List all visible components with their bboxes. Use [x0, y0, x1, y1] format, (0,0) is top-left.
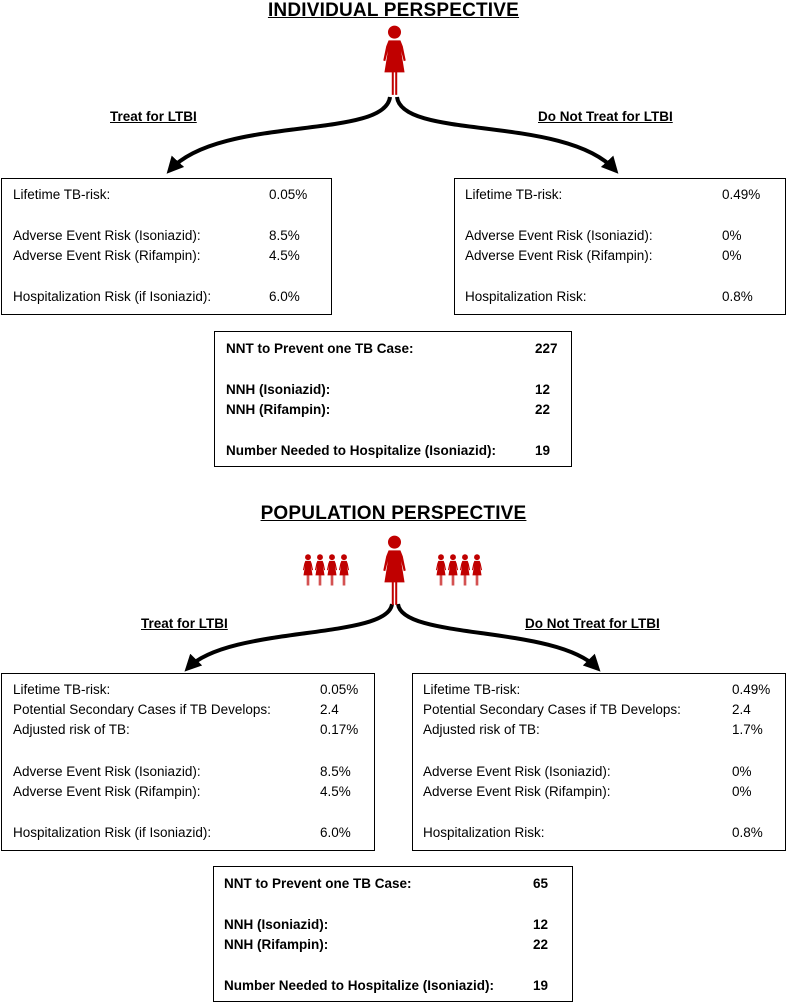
population-no-treat-box [412, 673, 786, 851]
population-treat-label: Treat for LTBI [141, 616, 228, 631]
table-row: NNH (Isoniazid): 12 [224, 917, 549, 932]
table-row: Adverse Event Risk (Isoniazid): 8.5% [13, 228, 300, 243]
group-right-people-icon [436, 554, 482, 585]
population-title: POPULATION PERSPECTIVE [260, 503, 527, 524]
population-branch-left-arrow [188, 604, 392, 668]
table-row: Adverse Event Risk (Rifampin): 4.5% [13, 784, 351, 799]
table-row: Adverse Event Risk (Rifampin): 0% [465, 248, 742, 263]
table-row: Hospitalization Risk: 0.8% [465, 289, 753, 304]
table-row: NNH (Isoniazid): 12 [226, 382, 551, 397]
table-row: Lifetime TB-risk: 0.49% [465, 187, 761, 202]
table-row: Adjusted risk of TB: 1.7% [423, 722, 763, 737]
table-row: Lifetime TB-risk: 0.49% [423, 682, 771, 697]
person-icon [383, 26, 405, 95]
table-row: NNT to Prevent one TB Case: 65 [224, 876, 549, 891]
individual-treat-box [1, 178, 332, 315]
individual-summary-box [214, 331, 572, 467]
population-branch-right-arrow [398, 604, 597, 668]
table-row: Potential Secondary Cases if TB Develops: 2.4 [423, 702, 751, 717]
table-row: Adverse Event Risk (Isoniazid): 0% [465, 228, 742, 243]
table-row: Adverse Event Risk (Rifampin): 0% [423, 784, 752, 799]
table-row: Hospitalization Risk: 0.8% [423, 825, 763, 840]
table-row: Adverse Event Risk (Rifampin): 4.5% [13, 248, 300, 263]
table-row: Number Needed to Hospitalize (Isoniazid): 19 [226, 443, 551, 458]
table-row: Potential Secondary Cases if TB Develops: 2.4 [13, 702, 339, 717]
person-icon [383, 536, 405, 605]
individual-title: INDIVIDUAL PERSPECTIVE [267, 0, 520, 21]
population-no-treat-label: Do Not Treat for LTBI [525, 616, 660, 631]
table-row: NNH (Rifampin): 22 [226, 402, 551, 417]
table-row: Hospitalization Risk (if Isoniazid): 6.0% [13, 825, 351, 840]
individual-treat-label: Treat for LTBI [110, 109, 197, 124]
table-row: Adverse Event Risk (Isoniazid): 0% [423, 764, 752, 779]
table-row: Lifetime TB-risk: 0.05% [13, 682, 359, 697]
individual-no-treat-box [454, 178, 786, 315]
table-row: NNH (Rifampin): 22 [224, 937, 549, 952]
group-left-people-icon [303, 554, 349, 585]
table-row: Number Needed to Hospitalize (Isoniazid): 19 [224, 978, 549, 993]
individual-no-treat-label: Do Not Treat for LTBI [538, 109, 673, 124]
table-row: Hospitalization Risk (if Isoniazid): 6.0% [13, 289, 300, 304]
table-row: Adverse Event Risk (Isoniazid): 8.5% [13, 764, 351, 779]
individual-branch-right-arrow [397, 97, 615, 170]
table-row: NNT to Prevent one TB Case: 227 [226, 341, 558, 356]
table-row: Adjusted risk of TB: 0.17% [13, 722, 359, 737]
individual-branch-left-arrow [170, 97, 390, 170]
population-treat-box [1, 673, 375, 851]
table-row: Lifetime TB-risk: 0.05% [13, 187, 308, 202]
population-summary-box [213, 866, 573, 1002]
